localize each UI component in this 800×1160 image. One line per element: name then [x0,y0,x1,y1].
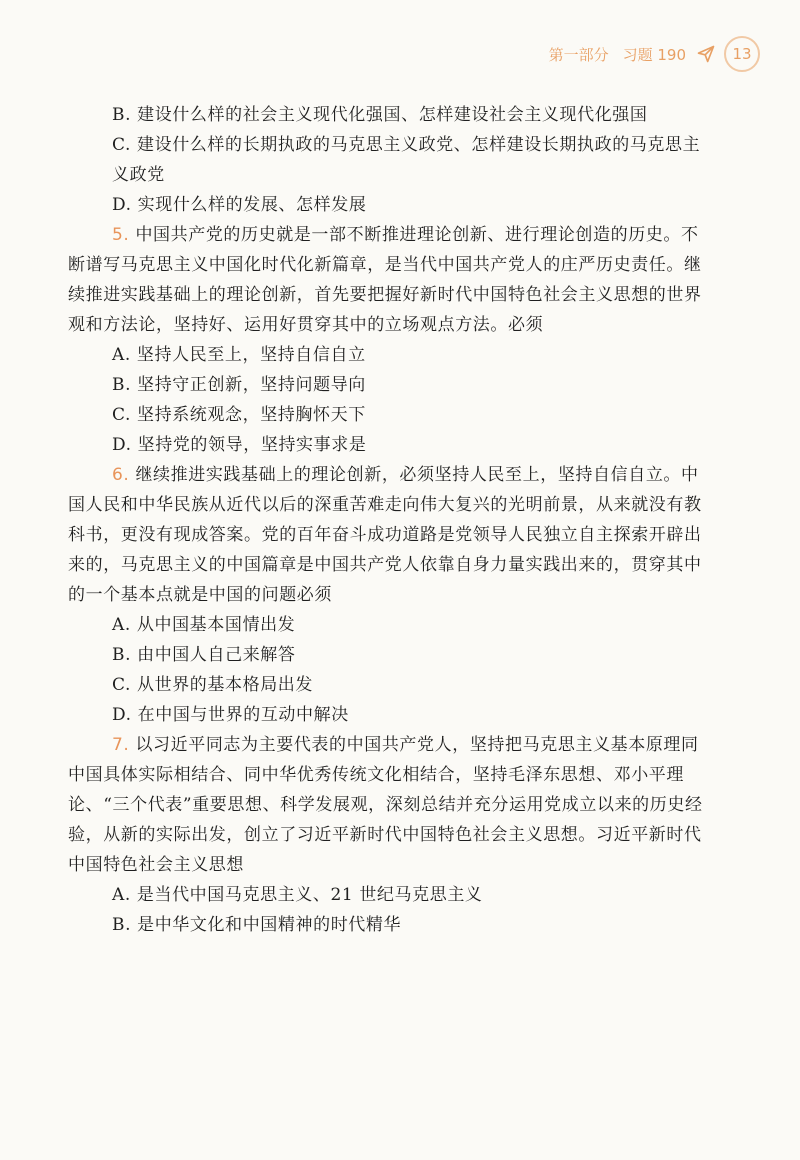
part-label: 第一部分 [548,45,609,64]
option-q7-a: A. 是当代中国马克思主义、21 世纪马克思主义 [112,885,483,905]
option-q4-d: D. 实现什么样的发展、怎样发展 [112,195,367,215]
option-q5-a: A. 坚持人民至上，坚持自信自立 [112,345,366,365]
option-q7-b: B. 是中华文化和中国精神的时代精华 [112,915,402,935]
option-q4-c: C. 建设什么样的长期执政的马克思主义政党、怎样建设长期执政的马克思主义政党 [112,135,701,185]
question-number: 5. [112,225,130,245]
paper-plane-icon [696,44,716,64]
option-q5-c: C. 坚持系统观念，坚持胸怀天下 [112,405,366,425]
question-7 [68,730,708,880]
question-5 [68,220,708,340]
question-6 [68,460,708,610]
page-header [549,36,760,72]
question-number: 6. [112,465,130,485]
option-q6-a: A. 从中国基本国情出发 [112,615,296,635]
option-q6-c: C. 从世界的基本格局出发 [112,675,314,695]
question-text: 中国共产党的历史就是一部不断推进理论创新、进行理论创造的历史。不断谱写马克思主义中国化时代化新篇章，是当代中国共产党人的庄严历史责任。继续推进实践基础上的理论创新，首先要把握好新时代中国特色社会主义思想的世界观和方法论，坚持好、运用好贯穿其中的立场观点方法。必须 [68,225,702,335]
question-text: 继续推进实践基础上的理论创新，必须坚持人民至上，坚持自信自立。中国人民和中华民族从近代以后的深重苦难走向伟大复兴的光明前景，从来就没有教科书，更没有现成答案。党的百年奋斗成功道路是党领导人民独立自主探索开辟出来的，马克思主义的中国篇章是中国共产党人依靠自身力量实践出来的，贯穿其中的一个基本点就是中国的问题必须 [68,465,702,605]
section-title: 习题 190 [622,45,686,64]
option-q6-b: B. 由中国人自己来解答 [112,645,296,665]
option-q5-b: B. 坚持守正创新，坚持问题导向 [112,375,366,395]
option-q5-d: D. 坚持党的领导，坚持实事求是 [112,435,367,455]
page-number: 13 [724,36,760,72]
question-number: 7. [112,735,130,755]
page-content [68,100,708,940]
option-q4-b: B. 建设什么样的社会主义现代化强国、怎样建设社会主义现代化强国 [112,105,648,125]
question-text: 以习近平同志为主要代表的中国共产党人，坚持把马克思主义基本原理同中国具体实际相结合、同中华优秀传统文化相结合，坚持毛泽东思想、邓小平理论、“三个代表”重要思想、科学发展观，深刻总结并充分运用党成立以来的历史经验，从新的实际出发，创立了习近平新时代中国特色社会主义思想。习近平新时代中国特色社会主义思想 [68,735,703,875]
option-q6-d: D. 在中国与世界的互动中解决 [112,705,349,725]
